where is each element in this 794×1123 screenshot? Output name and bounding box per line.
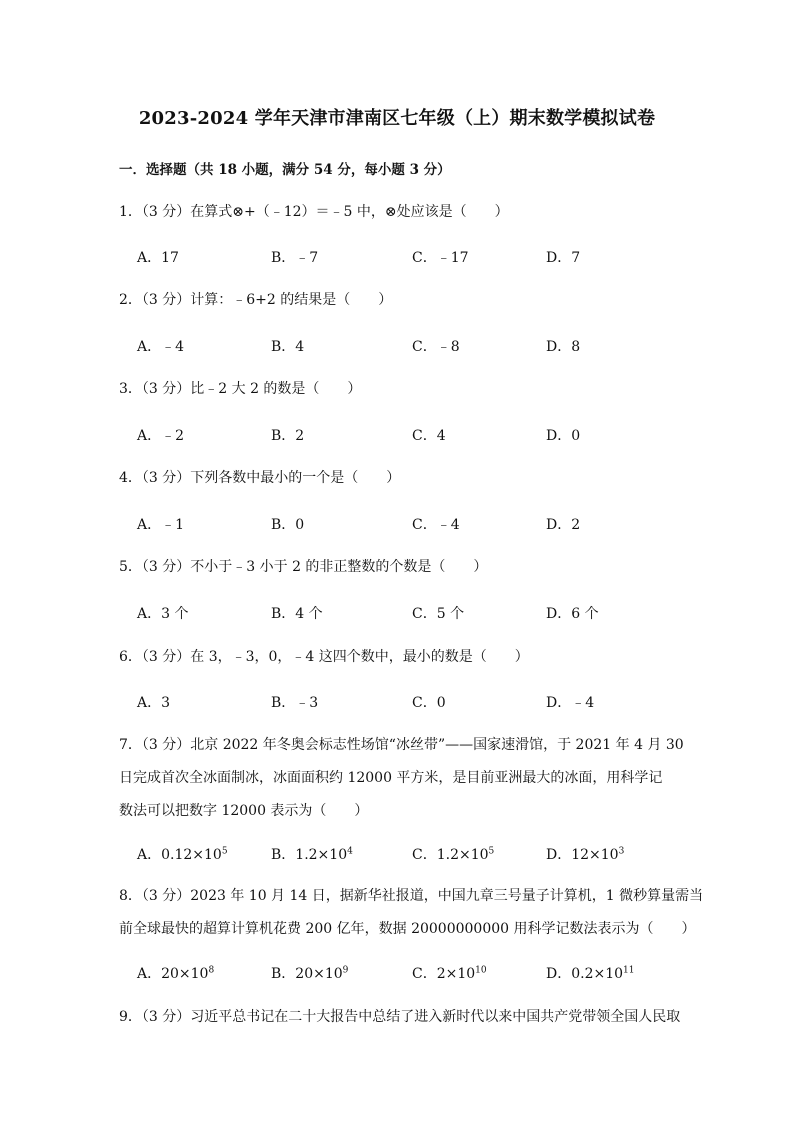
option-c: C．4: [412, 428, 446, 444]
option-c: [412, 963, 487, 983]
option-d: D．8: [546, 339, 581, 355]
option-b: B．4 个: [271, 606, 323, 622]
question-2: [119, 284, 679, 317]
question-text: 2．（3 分）计算：﹣6+2 的结果是（ ）: [119, 292, 393, 308]
option-d: D．7: [546, 250, 581, 266]
option-exponent: 3: [618, 846, 625, 857]
option-exponent: 9: [342, 965, 349, 976]
options-6: [137, 692, 697, 712]
option-d: D．0: [546, 428, 581, 444]
option-base: C．1.2×10: [412, 847, 489, 863]
question-text: 6．（3 分）在 3，﹣3，0，﹣4 这四个数中，最小的数是（ ）: [119, 649, 529, 665]
option-c: C．﹣17: [412, 250, 469, 266]
option-d: [546, 963, 635, 983]
question-text: 4．（3 分）下列各数中最小的一个是（ ）: [119, 470, 401, 486]
option-base: B．20×10: [271, 966, 343, 982]
options-2: [137, 336, 697, 356]
section-heading: 一．选择题（共 18 小题，满分 54 分，每小题 3 分）: [119, 162, 451, 178]
options-1: [137, 247, 697, 267]
options-7: [137, 844, 697, 864]
option-exponent: 11: [623, 965, 635, 976]
option-c: [412, 844, 494, 864]
question-7: [119, 729, 684, 828]
option-b: B．﹣3: [271, 695, 319, 711]
option-d: [546, 844, 624, 864]
options-4: [137, 514, 697, 534]
option-d: D．2: [546, 517, 581, 533]
question-text: 数法可以把数字 12000 表示为（ ）: [119, 803, 369, 819]
option-b: B．﹣7: [271, 250, 319, 266]
option-base: D．12×10: [546, 847, 619, 863]
question-9: [119, 1001, 679, 1034]
option-b: B．2: [271, 428, 305, 444]
option-base: D．0.2×10: [546, 966, 624, 982]
option-base: B．1.2×10: [271, 847, 348, 863]
options-5: [137, 603, 697, 623]
question-text: 9．（3 分）习近平总书记在二十大报告中总结了进入新时代以来中国共产党带领全国人民取: [119, 1009, 681, 1025]
option-a: [137, 963, 214, 983]
question-text: 3．（3 分）比﹣2 大 2 的数是（ ）: [119, 381, 362, 397]
option-b: [271, 844, 353, 864]
option-exponent: 4: [347, 846, 353, 857]
option-b: B．0: [271, 517, 305, 533]
option-b: B．4: [271, 339, 305, 355]
option-a: A．17: [137, 250, 179, 266]
option-c: C．5 个: [412, 606, 465, 622]
option-a: A．﹣2: [137, 428, 185, 444]
option-a: A．﹣1: [137, 517, 185, 533]
option-a: [137, 844, 228, 864]
question-text: 日完成首次全冰面制冰，冰面面积约 12000 平方米，是目前亚洲最大的冰面，用科学记: [119, 770, 663, 786]
option-a: A．3 个: [137, 606, 189, 622]
option-exponent: 5: [221, 846, 228, 857]
option-c: C．0: [412, 695, 446, 711]
exam-title: 2023-2024 学年天津市津南区七年级（上）期末数学模拟试卷: [138, 108, 656, 129]
question-text: 8．（3 分）2023 年 10 月 14 日，据新华社报道，中国九章三号量子计算机，1 微秒算量需当: [119, 888, 704, 904]
option-d: D．6 个: [546, 606, 599, 622]
question-6: [119, 641, 679, 674]
question-text: 7．（3 分）北京 2022 年冬奥会标志性场馆“冰丝带”——国家速滑馆，于 2021 年 4 月 30: [119, 737, 684, 753]
question-1: [119, 196, 679, 229]
question-5: [119, 551, 679, 584]
question-text: 1．（3 分）在算式⊗+（﹣12）＝﹣5 中，⊗处应该是（ ）: [119, 204, 509, 220]
options-3: [137, 425, 697, 445]
option-base: C．2×10: [412, 966, 476, 982]
question-4: [119, 462, 679, 495]
option-b: [271, 963, 348, 983]
options-8: [137, 963, 697, 983]
option-exponent: 5: [488, 846, 495, 857]
question-3: [119, 373, 679, 406]
question-text: 前全球最快的超算计算机花费 200 亿年，数据 20000000000 用科学记数法表示为（ ）: [119, 921, 696, 937]
option-exponent: 8: [208, 965, 215, 976]
option-c: C．﹣4: [412, 517, 460, 533]
option-a: A．3: [137, 695, 171, 711]
option-a: A．﹣4: [137, 339, 185, 355]
option-d: D．﹣4: [546, 695, 595, 711]
option-base: A．20×10: [137, 966, 209, 982]
question-text: 5．（3 分）不小于﹣3 小于 2 的非正整数的个数是（ ）: [119, 559, 488, 575]
option-base: A．0.12×10: [137, 847, 222, 863]
option-exponent: 10: [475, 965, 487, 976]
question-8: [119, 880, 704, 946]
option-c: C．﹣8: [412, 339, 460, 355]
